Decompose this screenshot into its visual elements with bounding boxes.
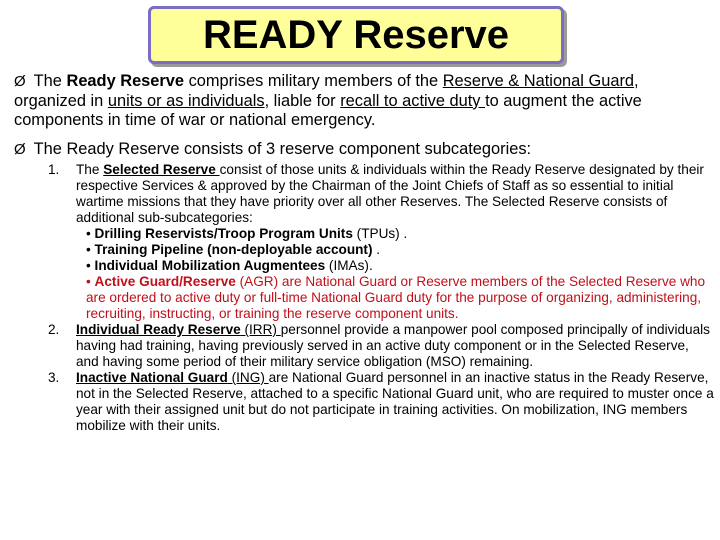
list-item-inactive-national-guard: 3. Inactive National Guard (ING) are National Guard personnel in an inactive status in the Ready Reserve, not in the Selected Reserve, attached to a specific National Guard unit, who are required to muster once a year with their assigned unit but do not participate in training activities. On mobilization, ING members mobilize with their units. xyxy=(48,370,714,433)
list-item-individual-ready-reserve: 2. Individual Ready Reserve (IRR) personnel provide a manpower pool composed principally of individuals having had training, having previously served in an active duty component or in the Selected Reserve, and having some period of their military service obligation (MSO) remaining. xyxy=(48,322,710,369)
arrow-bullet-icon: Ø xyxy=(14,141,26,158)
slide-title: READY Reserve xyxy=(202,12,510,57)
selected-reserve-heading: Selected Reserve xyxy=(103,162,220,177)
title-box xyxy=(148,6,564,64)
subcategory-list xyxy=(42,162,714,434)
sub-bullet: • Training Pipeline (non-deployable account) . xyxy=(86,242,381,257)
irr-heading: Individual Ready Reserve xyxy=(76,322,241,337)
ing-heading: Inactive National Guard xyxy=(76,370,228,385)
intro-bullet-1: Ø The Ready Reserve comprises military members of the Reserve & National Guard, organized in units or as individuals, liable for recall to active duty to augment the active components in time of war or national emergency. xyxy=(14,72,642,129)
list-number: 1. xyxy=(48,162,60,177)
intro-bullet-2: Ø The Ready Reserve consists of 3 reserve component subcategories: xyxy=(14,140,532,158)
sub-bullet-agr: • Active Guard/Reserve (AGR) are National Guard or Reserve members of the Selected Reserve who are ordered to active duty or full-time National Guard duty for the purpose of organizing, administering, recruiting, instructing, or training the reserve component units. xyxy=(86,274,706,321)
list-number: 3. xyxy=(48,370,60,385)
list-number: 2. xyxy=(48,322,60,337)
sub-bullet: • Drilling Reservists/Troop Program Units (TPUs) . xyxy=(86,226,408,241)
arrow-bullet-icon: Ø xyxy=(14,73,26,90)
list-item-selected-reserve: 1. The Selected Reserve consist of those units & individuals within the Ready Reserve designated by their respective Services & approved by the Chairman of the Joint Chiefs of Staff as so essential to initial wartime missions that they have priority over all other Reserves. The Selected Reserve consists of additional sub-subcategories: • Drilling Reservists/Troop Program Units (TPUs) . • Training Pipeline (non-deployable account) . • Individual Mobilization Augmentees (IMAs). • Active Guard/Reserve (AGR) are National Guard or Reserve members of the Selected Reserve who are ordered to active duty or full-time National Guard duty for the purpose of organizing, administering, recruiting, instructing, or training the reserve component units. xyxy=(42,162,714,322)
sub-bullet: • Individual Mobilization Augmentees (IMAs). xyxy=(86,258,373,273)
